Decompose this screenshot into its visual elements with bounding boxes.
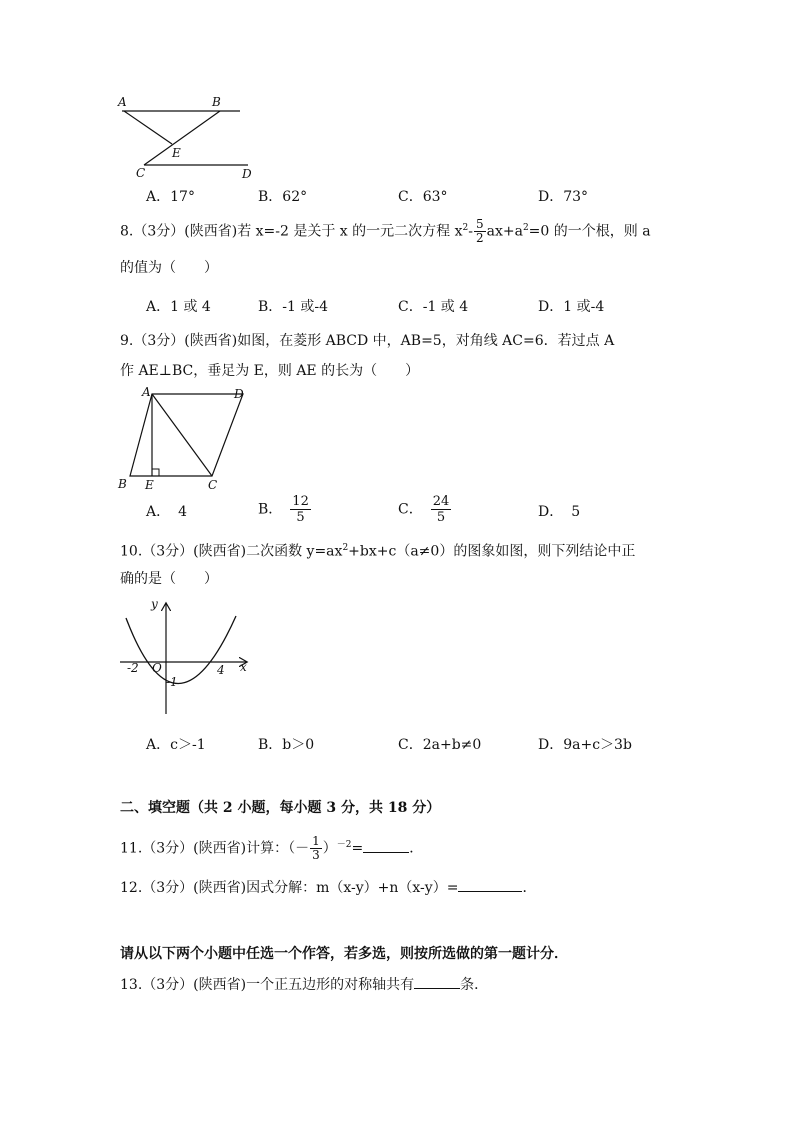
- option-text: -1 或-4: [282, 299, 329, 315]
- q10-option-d[interactable]: [538, 734, 632, 754]
- q8-fraction: $\frac{5}{2}$: [475, 217, 484, 246]
- option-text: 4: [178, 504, 188, 520]
- option-text: c＞-1: [170, 737, 206, 753]
- label-neg1: -1: [166, 675, 178, 689]
- q10-option-b[interactable]: [258, 734, 314, 754]
- label-b: B: [212, 95, 221, 109]
- q13-prefix: 13.（3分）(陕西省)一个正五边形的对称轴共有: [120, 977, 415, 993]
- option-letter: B．: [258, 189, 283, 205]
- q8-option-d[interactable]: [538, 296, 604, 316]
- q11-answer-blank[interactable]: [363, 852, 409, 853]
- q8-prefix: 8.（3分）(陕西省)若 x=-2 是关于 x 的一元二次方程 x: [120, 223, 463, 240]
- q8-sup-a: 2: [522, 223, 529, 233]
- choose-note: 请从以下两个小题中任选一个作答，若多选，则按所选做的第一题计分．: [120, 946, 568, 962]
- q12-stem: [120, 878, 536, 898]
- option-letter: A．: [146, 189, 171, 205]
- option-letter: D．: [538, 737, 564, 753]
- option-letter: D．: [538, 299, 564, 315]
- option-letter: C．: [398, 501, 423, 518]
- q8-stem-line1: [120, 218, 651, 245]
- q7-option-c[interactable]: [398, 186, 448, 206]
- rhombus-abcd: [130, 394, 243, 476]
- q13-end: 条．: [460, 977, 489, 993]
- label-c: C: [136, 166, 146, 180]
- label-d: D: [242, 167, 252, 181]
- q9-option-d[interactable]: [538, 501, 580, 521]
- q7-option-a[interactable]: [146, 186, 195, 206]
- option-letter: B．: [258, 501, 283, 518]
- q13-stem: [120, 975, 488, 995]
- label-d: D: [234, 387, 244, 401]
- option-letter: C．: [398, 299, 423, 315]
- q10-option-c[interactable]: [398, 734, 481, 754]
- q9-option-b[interactable]: [258, 494, 312, 525]
- label-a: A: [118, 95, 127, 109]
- option-letter: C．: [398, 737, 423, 753]
- option-letter: A．: [146, 299, 171, 315]
- label-c: C: [208, 478, 218, 492]
- q11-fraction: $\frac{1}{3}$: [312, 834, 320, 863]
- section-title: 二、填空题（共 2 小题，每小题 3 分，共 18 分）: [120, 800, 441, 816]
- option-text: 5: [571, 504, 581, 520]
- q11-stem: [120, 835, 423, 862]
- q9-option-b-fraction: $\frac{12}{5}$: [292, 494, 309, 525]
- q7-option-d[interactable]: [538, 186, 588, 206]
- q9-stem-line1: 9.（3分）(陕西省)如图，在菱形 ABCD 中，AB=5，对角线 AC=6．若过点 A: [120, 333, 615, 349]
- option-text: 73°: [563, 189, 589, 205]
- q9-option-c[interactable]: [398, 494, 452, 525]
- label-neg2: -2: [127, 661, 139, 675]
- option-text: b＞0: [282, 737, 315, 753]
- q8-option-b[interactable]: [258, 296, 328, 316]
- q11-equals: =: [351, 840, 364, 857]
- diagonal-ac: [152, 394, 212, 476]
- q8-option-c[interactable]: [398, 296, 468, 316]
- q10-option-a[interactable]: [146, 734, 206, 754]
- q7-option-b[interactable]: [258, 186, 307, 206]
- q12-end: ．: [522, 880, 537, 896]
- label-4: 4: [217, 663, 225, 677]
- label-b: B: [118, 477, 127, 491]
- q10-prefix: 10.（3分）(陕西省)二次函数 y=ax: [120, 543, 343, 560]
- q8-option-a[interactable]: [146, 296, 211, 316]
- q11-close: ）: [322, 840, 337, 857]
- option-letter: A．: [146, 737, 171, 753]
- label-x: x: [240, 660, 247, 674]
- q9-rhombus-figure: [116, 385, 256, 495]
- option-text: 63°: [422, 189, 448, 205]
- q12-answer-blank[interactable]: [458, 891, 522, 892]
- option-text: 17°: [170, 189, 195, 205]
- q8-after-frac: ax+a: [486, 223, 523, 240]
- option-text: 1 或-4: [563, 299, 605, 315]
- option-letter: D．: [538, 504, 564, 520]
- q8-after-sup: =0 的一个根，则 a: [528, 223, 651, 240]
- q13-answer-blank[interactable]: [414, 988, 460, 989]
- q10-parabola-figure: [118, 594, 258, 719]
- option-text: 1 或 4: [170, 299, 211, 315]
- q10-after: +bx+c（a≠0）的图象如图，则下列结论中正: [348, 543, 636, 560]
- label-e: E: [145, 478, 154, 492]
- q9-option-c-fraction: $\frac{24}{5}$: [432, 494, 450, 525]
- option-letter: A．: [146, 504, 171, 520]
- q10-stem-line1: [120, 538, 635, 562]
- right-angle-mark: [152, 469, 159, 476]
- option-text: 2a+b≠0: [422, 737, 482, 753]
- option-letter: B．: [258, 299, 283, 315]
- q8-minus: -: [468, 223, 473, 240]
- q9-stem-line2: 作 AE⊥BC，垂足为 E，则 AE 的长为（ ）: [120, 363, 420, 379]
- line-bc: [144, 111, 220, 165]
- option-letter: B．: [258, 737, 283, 753]
- label-y: y: [151, 597, 158, 611]
- label-a: A: [142, 385, 151, 399]
- option-text: 9a+c＞3b: [563, 737, 632, 753]
- q12-prefix: 12.（3分）(陕西省)因式分解：m（x-y）+n（x-y）=: [120, 880, 459, 896]
- q10-stem-line2: 确的是（ ）: [120, 571, 218, 587]
- q10-sup: 2: [342, 543, 349, 553]
- q9-option-a[interactable]: [146, 501, 187, 521]
- option-text: -1 或 4: [422, 299, 469, 315]
- q8-stem-line2: 的值为（ ）: [120, 260, 218, 276]
- q11-sup: －2: [336, 840, 352, 850]
- label-o: O: [152, 661, 162, 675]
- option-letter: C．: [398, 189, 423, 205]
- option-text: 62°: [282, 189, 308, 205]
- option-letter: D．: [538, 189, 564, 205]
- line-ae: [124, 111, 172, 144]
- q8-sup: 2: [462, 223, 469, 233]
- q11-end: ．: [409, 840, 424, 857]
- label-e: E: [172, 146, 181, 160]
- q7-figure: [116, 92, 266, 184]
- q11-prefix: 11.（3分）(陕西省)计算：（－: [120, 840, 310, 857]
